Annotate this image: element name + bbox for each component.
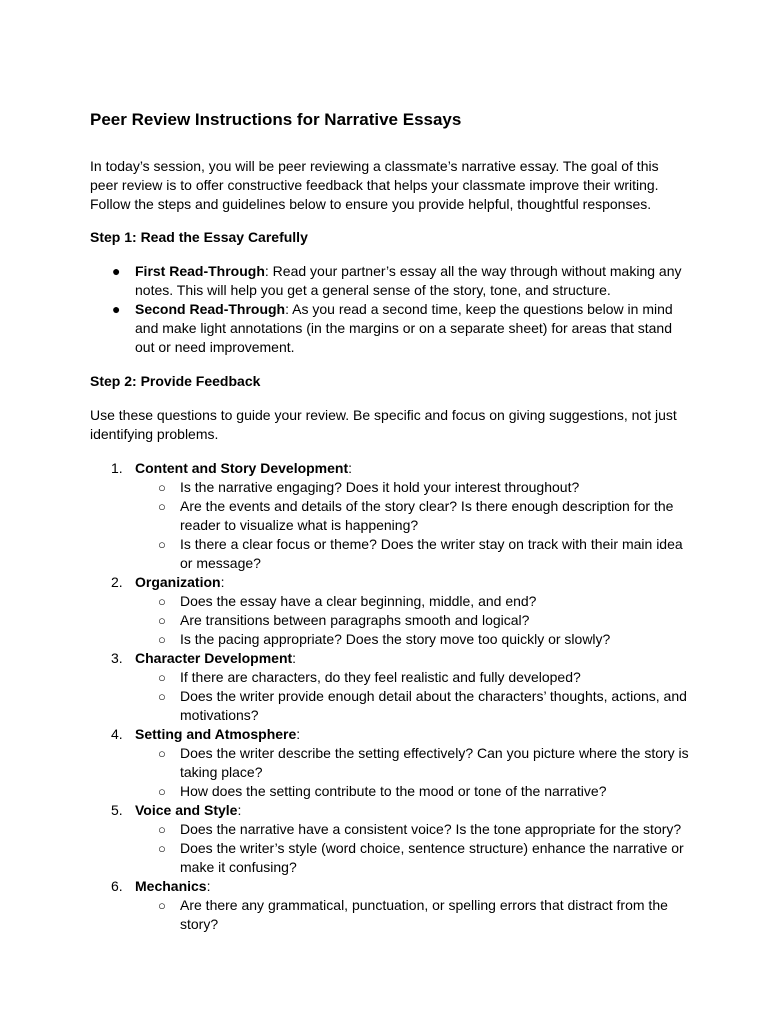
section-title: Organization — [135, 574, 221, 590]
circle-bullet-icon: ○ — [158, 670, 166, 685]
question-list — [135, 896, 690, 934]
section-colon: : — [206, 878, 211, 894]
feedback-section — [90, 573, 690, 649]
circle-bullet-icon: ○ — [158, 689, 166, 704]
circle-bullet-icon: ○ — [158, 822, 166, 837]
question-text: Does the writer’s style (word choice, sentence structure) enhance the narrative or make it confusing? — [180, 840, 684, 875]
question-item — [135, 611, 690, 630]
question-item — [135, 630, 690, 649]
intro-paragraph: In today’s session, you will be peer reviewing a classmate’s narrative essay. The goal of this peer review is to offer constructive feedback that helps your classmate improve their writing. Follow the steps and guidelines below to ensure you provide helpful, thoughtful responses. — [90, 158, 659, 212]
question-item — [135, 478, 690, 497]
section-colon: : — [348, 460, 353, 476]
section-title: Setting and Atmosphere — [135, 726, 297, 742]
question-text: Does the writer describe the setting effectively? Can you picture where the story is taking place? — [180, 745, 689, 780]
question-text: Are the events and details of the story clear? Is there enough description for the reader to visualize what is happening? — [180, 498, 674, 533]
section-number: 1. — [111, 460, 123, 476]
circle-bullet-icon: ○ — [158, 784, 166, 799]
question-item — [135, 744, 690, 782]
section-title: Character Development — [135, 650, 293, 666]
item-text: : Read your partner’s essay all the way through without making any notes. This will help you get a general sense of the story, tone, and structure. — [135, 263, 682, 298]
circle-bullet-icon: ○ — [158, 746, 166, 761]
item-lead: First Read-Through — [135, 263, 265, 279]
section-number: 5. — [111, 802, 123, 818]
question-item — [135, 668, 690, 687]
section-colon: : — [220, 574, 225, 590]
question-item — [135, 782, 690, 801]
step-2-heading: Step 2: Provide Feedback — [90, 373, 261, 389]
question-list — [135, 744, 690, 801]
question-item — [135, 820, 690, 839]
question-text: Are there any grammatical, punctuation, or spelling errors that distract from the story? — [180, 897, 668, 932]
list-item — [90, 300, 690, 357]
feedback-section — [90, 649, 690, 725]
circle-bullet-icon: ○ — [158, 632, 166, 647]
section-number: 3. — [111, 650, 123, 666]
circle-bullet-icon: ○ — [158, 898, 166, 913]
bullet-icon: ● — [112, 263, 121, 279]
feedback-section — [90, 801, 690, 877]
question-list — [135, 478, 690, 573]
section-title: Voice and Style — [135, 802, 238, 818]
question-list — [135, 668, 690, 725]
feedback-sections-list — [90, 459, 690, 934]
question-item — [135, 896, 690, 934]
question-text: How does the setting contribute to the mood or tone of the narrative? — [180, 783, 607, 799]
question-text: Does the writer provide enough detail about the characters’ thoughts, actions, and motivations? — [180, 688, 687, 723]
question-item — [135, 687, 690, 725]
circle-bullet-icon: ○ — [158, 613, 166, 628]
section-number: 2. — [111, 574, 123, 590]
question-item — [135, 592, 690, 611]
section-colon: : — [292, 650, 297, 666]
section-number: 4. — [111, 726, 123, 742]
feedback-section — [90, 877, 690, 934]
list-item — [90, 262, 690, 300]
question-text: If there are characters, do they feel realistic and fully developed? — [180, 669, 581, 685]
feedback-section — [90, 725, 690, 801]
question-item — [135, 497, 690, 535]
section-colon: : — [237, 802, 242, 818]
section-number: 6. — [111, 878, 123, 894]
question-text: Does the essay have a clear beginning, middle, and end? — [180, 593, 537, 609]
step-2-intro: Use these questions to guide your review. Be specific and focus on giving suggestions, not just identifying problems. — [90, 407, 677, 442]
section-title: Content and Story Development — [135, 460, 349, 476]
circle-bullet-icon: ○ — [158, 841, 166, 856]
question-text: Is the narrative engaging? Does it hold your interest throughout? — [180, 479, 580, 495]
circle-bullet-icon: ○ — [158, 537, 166, 552]
circle-bullet-icon: ○ — [158, 480, 166, 495]
question-list — [135, 820, 690, 877]
step-1-list — [90, 262, 690, 357]
circle-bullet-icon: ○ — [158, 499, 166, 514]
item-lead: Second Read-Through — [135, 301, 286, 317]
question-text: Are transitions between paragraphs smooth and logical? — [180, 612, 530, 628]
question-list — [135, 592, 690, 649]
circle-bullet-icon: ○ — [158, 594, 166, 609]
section-colon: : — [296, 726, 301, 742]
question-item — [135, 535, 690, 573]
question-item — [135, 839, 690, 877]
item-text: : As you read a second time, keep the questions below in mind and make light annotations (in the margins or on a separate sheet) for areas that stand out or need improvement. — [135, 301, 673, 355]
bullet-icon: ● — [112, 301, 121, 317]
document-title: Peer Review Instructions for Narrative Essays — [90, 110, 462, 129]
step-1-heading: Step 1: Read the Essay Carefully — [90, 229, 308, 245]
question-text: Is there a clear focus or theme? Does the writer stay on track with their main idea or message? — [180, 536, 683, 571]
feedback-section — [90, 459, 690, 573]
question-text: Does the narrative have a consistent voice? Is the tone appropriate for the story? — [180, 821, 682, 837]
section-title: Mechanics — [135, 878, 207, 894]
question-text: Is the pacing appropriate? Does the story move too quickly or slowly? — [180, 631, 611, 647]
document-page — [90, 109, 690, 934]
